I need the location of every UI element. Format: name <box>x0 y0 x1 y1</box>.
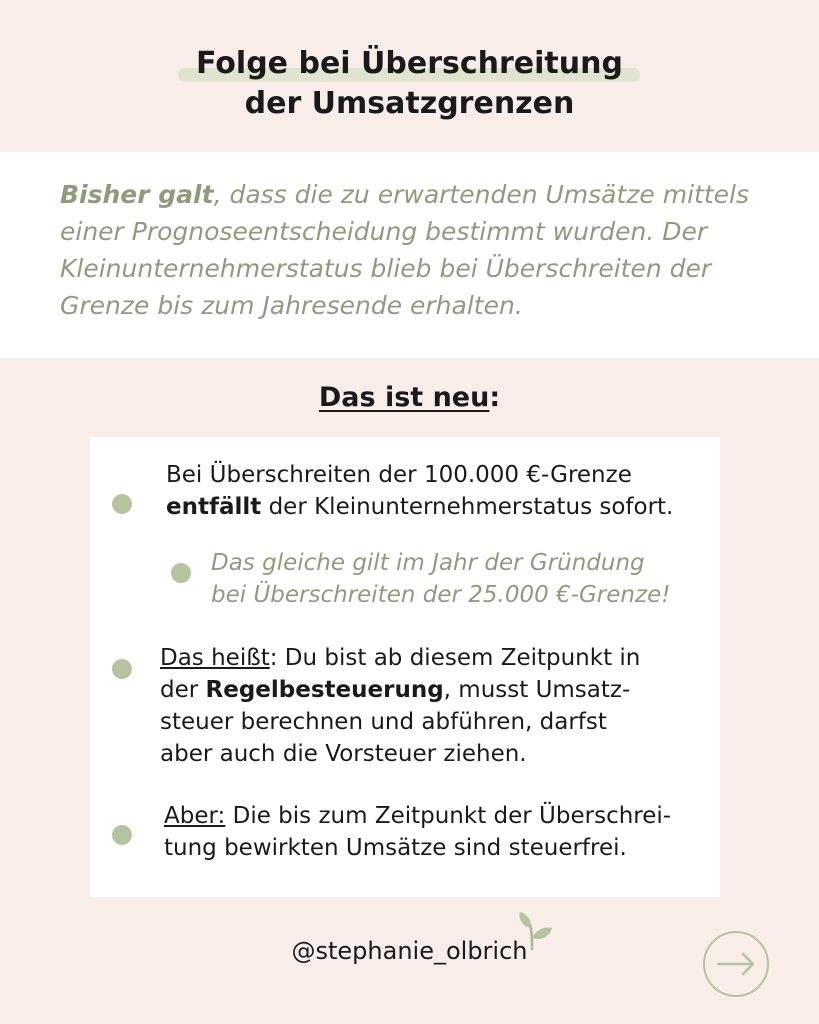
title-line-1: Folge bei Überschreitung <box>196 46 623 81</box>
list-item <box>211 547 670 611</box>
item-2-line-2: bei Überschreiten der 25.000 €-Grenze! <box>211 582 671 608</box>
next-button[interactable] <box>703 931 769 997</box>
item-4-line-1: Die bis zum Zeitpunkt der Überschrei- <box>225 803 672 829</box>
section-heading-label: Das ist neu <box>318 382 490 413</box>
bullet-dot <box>171 563 191 583</box>
bullet-dot <box>112 659 132 679</box>
item-3-line-4: aber auch die Vorsteuer ziehen. <box>160 741 527 767</box>
title-line-2: der Umsatzgrenzen <box>244 86 575 121</box>
arrow-right-icon <box>705 933 767 995</box>
intro-panel <box>0 152 819 358</box>
item-3-line-2: , musst Umsatz- <box>443 677 631 703</box>
item-3-line-1: : Du bist ab diesem Zeitpunkt in <box>269 645 641 671</box>
section-heading-colon: : <box>489 382 501 413</box>
bullet-dot <box>112 825 132 845</box>
bullet-dot <box>112 494 132 514</box>
item-1-bold: entfällt <box>166 494 262 520</box>
item-3-line-3: steuer berechnen und abführen, darfst <box>160 709 607 735</box>
page-title <box>0 44 819 124</box>
item-1-line-2: der Kleinunternehmerstatus sofort. <box>261 494 674 520</box>
list-item <box>160 642 640 770</box>
item-3-line-2-pre: der <box>160 677 206 703</box>
list-item <box>164 800 671 864</box>
list-item <box>166 459 673 523</box>
info-card <box>90 437 720 897</box>
item-2-line-1: Das gleiche gilt im Jahr der Gründung <box>211 550 645 576</box>
intro-text <box>60 176 780 324</box>
intro-line-2: einer Prognoseentscheidung bestimmt wurden. Der <box>60 217 708 246</box>
intro-line-3: Kleinunternehmerstatus blieb bei Überschreiten der <box>60 254 712 283</box>
intro-line-4: Grenze bis zum Jahresende erhalten. <box>60 291 523 320</box>
item-4-underlined: Aber: <box>164 803 226 829</box>
section-heading <box>0 378 819 418</box>
leaf-icon <box>514 910 556 952</box>
item-1-line-1: Bei Überschreiten der 100.000 €-Grenze <box>166 462 632 488</box>
author-handle: @stephanie_olbrich <box>291 937 528 965</box>
item-4-line-2: tung bewirkten Umsätze sind steuerfrei. <box>164 835 627 861</box>
item-3-underlined: Das heißt <box>160 645 270 671</box>
intro-lead: Bisher galt <box>60 180 214 209</box>
intro-line-1: , dass die zu erwartenden Umsätze mittels <box>213 180 749 209</box>
item-3-bold: Regelbesteuerung <box>205 677 444 703</box>
